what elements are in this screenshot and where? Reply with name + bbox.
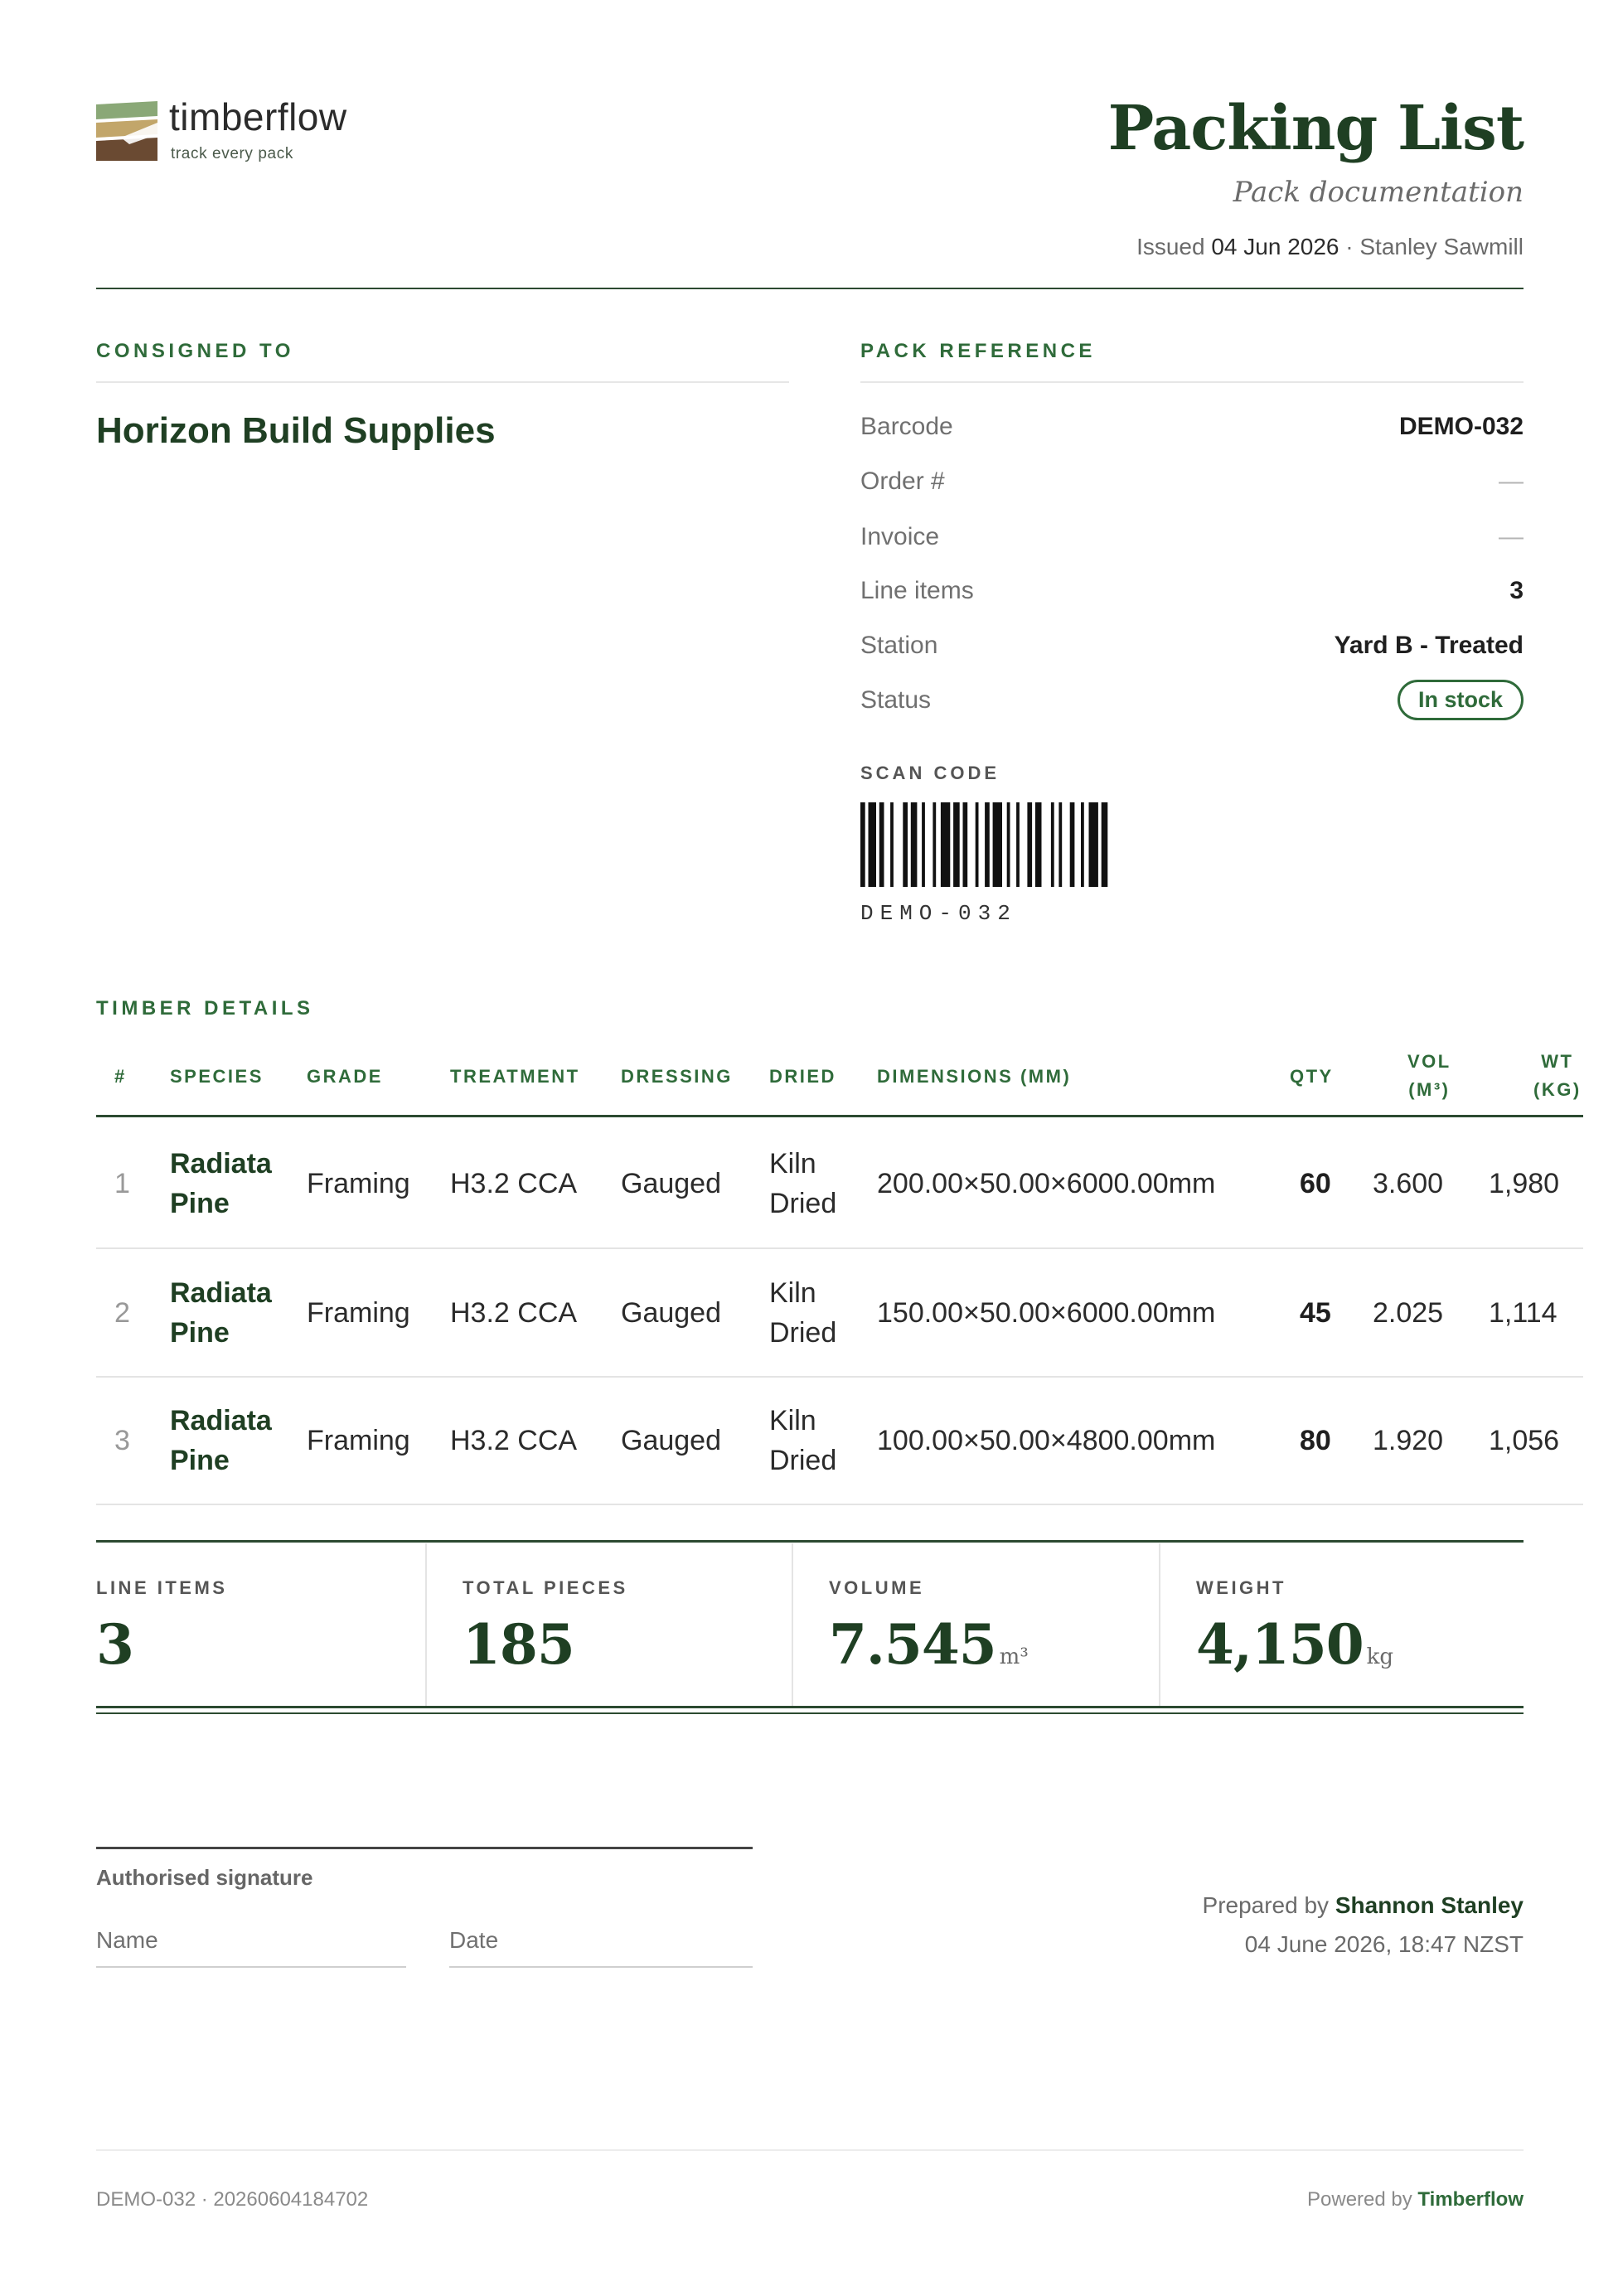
cell-dimensions: 100.00×50.00×4800.00mm xyxy=(877,1425,1216,1456)
powered-by-prefix: Powered by xyxy=(1307,2188,1412,2211)
cell-grade: Framing xyxy=(307,1168,410,1199)
barcode-bar xyxy=(1070,802,1075,887)
col-header-dimensions: DIMENSIONS (MM) xyxy=(877,1066,1072,1087)
consigned-to-label: CONSIGNED TO xyxy=(96,340,294,362)
pack-reference-divider xyxy=(860,381,1524,383)
species-line2: Pine xyxy=(170,1317,230,1349)
barcode-bar xyxy=(976,802,979,887)
issued-date: 04 Jun 2026 xyxy=(1211,234,1339,259)
summary-line-items-label: LINE ITEMS xyxy=(96,1577,228,1598)
scan-code-label: SCAN CODE xyxy=(860,763,1000,783)
ref-value: Yard B - Treated xyxy=(1334,632,1524,659)
brand-name: timberflow xyxy=(169,95,347,138)
barcode-bar xyxy=(1089,802,1098,887)
brand-tagline: track every pack xyxy=(171,145,293,162)
col-header-wt-line1: WT xyxy=(1541,1051,1574,1072)
col-header-num: # xyxy=(114,1066,127,1087)
col-header-vol-line2: (M³) xyxy=(1408,1079,1451,1100)
cell-num: 1 xyxy=(114,1168,130,1199)
barcode-bar xyxy=(922,802,925,887)
ref-key: Line items xyxy=(860,577,974,604)
cell-dressing: Gauged xyxy=(621,1168,721,1199)
cell-num: 2 xyxy=(114,1297,130,1329)
barcode-bar xyxy=(993,802,1002,887)
dried-line1: Kiln xyxy=(769,1277,816,1309)
summary-volume-label: VOLUME xyxy=(829,1577,925,1598)
summary-volume xyxy=(829,1612,1029,1677)
barcode-bar xyxy=(963,802,968,887)
dried-line2: Dried xyxy=(769,1188,837,1219)
status-badge: In stock xyxy=(1398,680,1524,720)
consignee-name: Horizon Build Supplies xyxy=(96,410,496,451)
timberflow-logo-icon xyxy=(96,101,157,161)
issued-line xyxy=(1136,234,1524,260)
ref-key: Invoice xyxy=(860,523,940,550)
species-line1: Radiata xyxy=(170,1405,272,1436)
summary-line-items-value: 3 xyxy=(96,1612,133,1677)
cell-dried xyxy=(769,1144,836,1223)
dried-line1: Kiln xyxy=(769,1405,816,1436)
ref-row-invoice xyxy=(860,523,1524,556)
barcode-bar xyxy=(1051,802,1054,887)
pack-reference-label: PACK REFERENCE xyxy=(860,340,1096,362)
cell-vol: 3.600 xyxy=(1373,1168,1444,1199)
species-line2: Pine xyxy=(170,1188,230,1219)
powered-by-brand[interactable]: Timberflow xyxy=(1417,2188,1524,2211)
col-header-species: SPECIES xyxy=(170,1066,264,1087)
table-header-divider xyxy=(96,1115,1583,1117)
col-header-wt-line2: (KG) xyxy=(1533,1079,1582,1100)
prepared-by-prefix: Prepared by xyxy=(1202,1892,1330,1918)
timber-details-label: TIMBER DETAILS xyxy=(96,997,314,1020)
barcode-bar xyxy=(1035,802,1042,887)
cell-wt: 1,114 xyxy=(1489,1297,1557,1329)
ref-key: Status xyxy=(860,686,932,714)
cell-treatment: H3.2 CCA xyxy=(450,1168,578,1199)
barcode-bar xyxy=(911,802,918,887)
ref-row-station xyxy=(860,632,1524,665)
footer-divider xyxy=(96,2149,1524,2151)
dried-line2: Dried xyxy=(769,1317,837,1349)
barcode-bar xyxy=(869,802,877,887)
barcode-bar xyxy=(985,802,990,887)
summary-divider xyxy=(425,1543,427,1706)
row-divider xyxy=(96,1376,1583,1378)
cell-dried xyxy=(769,1401,836,1480)
barcode-bar xyxy=(1102,802,1108,887)
species-line1: Radiata xyxy=(170,1277,272,1309)
document-title: Packing List xyxy=(1107,93,1524,164)
prepared-datetime: 04 June 2026, 18:47 NZST xyxy=(1244,1931,1524,1957)
summary-volume-value: 7.545 xyxy=(829,1612,996,1677)
ref-key: Order # xyxy=(860,467,945,495)
barcode-image xyxy=(860,802,1258,887)
signature-name-label: Name xyxy=(96,1927,158,1953)
header-divider xyxy=(96,288,1524,289)
cell-grade: Framing xyxy=(307,1425,410,1456)
signature-date-label: Date xyxy=(449,1927,499,1953)
cell-species xyxy=(170,1401,272,1480)
summary-weight xyxy=(1196,1612,1393,1677)
cell-dressing: Gauged xyxy=(621,1297,721,1329)
barcode-bar xyxy=(1016,802,1020,887)
summary-weight-value: 4,150 xyxy=(1196,1612,1364,1677)
summary-total-pieces-label: TOTAL PIECES xyxy=(463,1577,628,1598)
barcode-text: DEMO-032 xyxy=(860,901,1017,926)
col-header-wt xyxy=(1533,1048,1582,1104)
signature-label: Authorised signature xyxy=(96,1865,313,1890)
cell-species xyxy=(170,1273,272,1353)
dried-line2: Dried xyxy=(769,1445,837,1476)
barcode-bar xyxy=(860,802,865,887)
barcode-bar xyxy=(1081,802,1084,887)
signature-date-field[interactable] xyxy=(449,1966,753,1968)
row-divider xyxy=(96,1247,1583,1249)
summary-bottom-rule-2 xyxy=(96,1712,1524,1714)
summary-divider xyxy=(792,1543,793,1706)
cell-dimensions: 150.00×50.00×6000.00mm xyxy=(877,1297,1216,1329)
ref-value: DEMO-032 xyxy=(1398,413,1524,440)
footer-powered-by xyxy=(1307,2188,1524,2211)
prepared-by-name: Shannon Stanley xyxy=(1335,1892,1524,1918)
col-header-vol-line1: VOL xyxy=(1407,1051,1451,1072)
cell-treatment: H3.2 CCA xyxy=(450,1297,578,1329)
barcode-bar xyxy=(941,802,950,887)
prepared-by xyxy=(1203,1892,1524,1919)
barcode-bar xyxy=(879,802,884,887)
summary-weight-unit: kg xyxy=(1366,1644,1394,1669)
barcode-bar xyxy=(1058,802,1062,887)
summary-bottom-rule xyxy=(96,1706,1524,1708)
ref-value: — xyxy=(1499,523,1524,550)
summary-volume-unit: m³ xyxy=(999,1644,1029,1669)
barcode-bar xyxy=(933,802,936,887)
species-line1: Radiata xyxy=(170,1148,272,1179)
row-divider xyxy=(96,1504,1583,1505)
cell-qty: 45 xyxy=(1300,1297,1331,1329)
barcode-bar xyxy=(953,802,960,887)
cell-num: 3 xyxy=(114,1425,130,1456)
cell-vol: 1.920 xyxy=(1373,1425,1444,1456)
summary-top-rule xyxy=(96,1540,1524,1543)
ref-key: Barcode xyxy=(860,413,953,440)
cell-dried xyxy=(769,1273,836,1353)
cell-wt: 1,056 xyxy=(1489,1425,1560,1456)
col-header-treatment: TREATMENT xyxy=(450,1066,580,1087)
cell-treatment: H3.2 CCA xyxy=(450,1425,578,1456)
consigned-to-divider xyxy=(96,381,789,383)
dried-line1: Kiln xyxy=(769,1148,816,1179)
cell-dressing: Gauged xyxy=(621,1425,721,1456)
cell-wt: 1,980 xyxy=(1489,1168,1560,1199)
ref-row-barcode xyxy=(860,413,1524,446)
document-subtitle: Pack documentation xyxy=(1233,176,1524,209)
summary-divider xyxy=(1159,1543,1160,1706)
summary-total-pieces-value: 185 xyxy=(463,1612,574,1677)
footer-reference: DEMO-032 · 20260604184702 xyxy=(96,2188,369,2211)
ref-row-order xyxy=(860,467,1524,501)
cell-grade: Framing xyxy=(307,1297,410,1329)
col-header-dressing: DRESSING xyxy=(621,1066,733,1087)
ref-value: — xyxy=(1499,467,1524,495)
issued-prefix: Issued xyxy=(1136,234,1205,259)
barcode-bar xyxy=(890,802,894,887)
ref-key: Station xyxy=(860,632,938,659)
ref-row-line-items xyxy=(860,577,1524,610)
signature-line xyxy=(96,1847,753,1849)
col-header-grade: GRADE xyxy=(307,1066,383,1087)
issued-by: · Stanley Sawmill xyxy=(1345,234,1524,259)
col-header-dried: DRIED xyxy=(769,1066,836,1087)
signature-name-field[interactable] xyxy=(96,1966,406,1968)
ref-row-status xyxy=(860,686,1524,719)
cell-vol: 2.025 xyxy=(1373,1297,1444,1329)
col-header-qty: QTY xyxy=(1290,1066,1334,1087)
species-line2: Pine xyxy=(170,1445,230,1476)
cell-species xyxy=(170,1144,272,1223)
barcode-bar xyxy=(1027,802,1032,887)
cell-qty: 80 xyxy=(1300,1425,1331,1456)
summary-weight-label: WEIGHT xyxy=(1196,1577,1286,1598)
barcode-bar xyxy=(1007,802,1010,887)
cell-dimensions: 200.00×50.00×6000.00mm xyxy=(877,1168,1216,1199)
col-header-vol xyxy=(1407,1048,1451,1104)
ref-value: 3 xyxy=(1509,577,1524,604)
cell-qty: 60 xyxy=(1300,1168,1331,1199)
barcode-bar xyxy=(903,802,908,887)
